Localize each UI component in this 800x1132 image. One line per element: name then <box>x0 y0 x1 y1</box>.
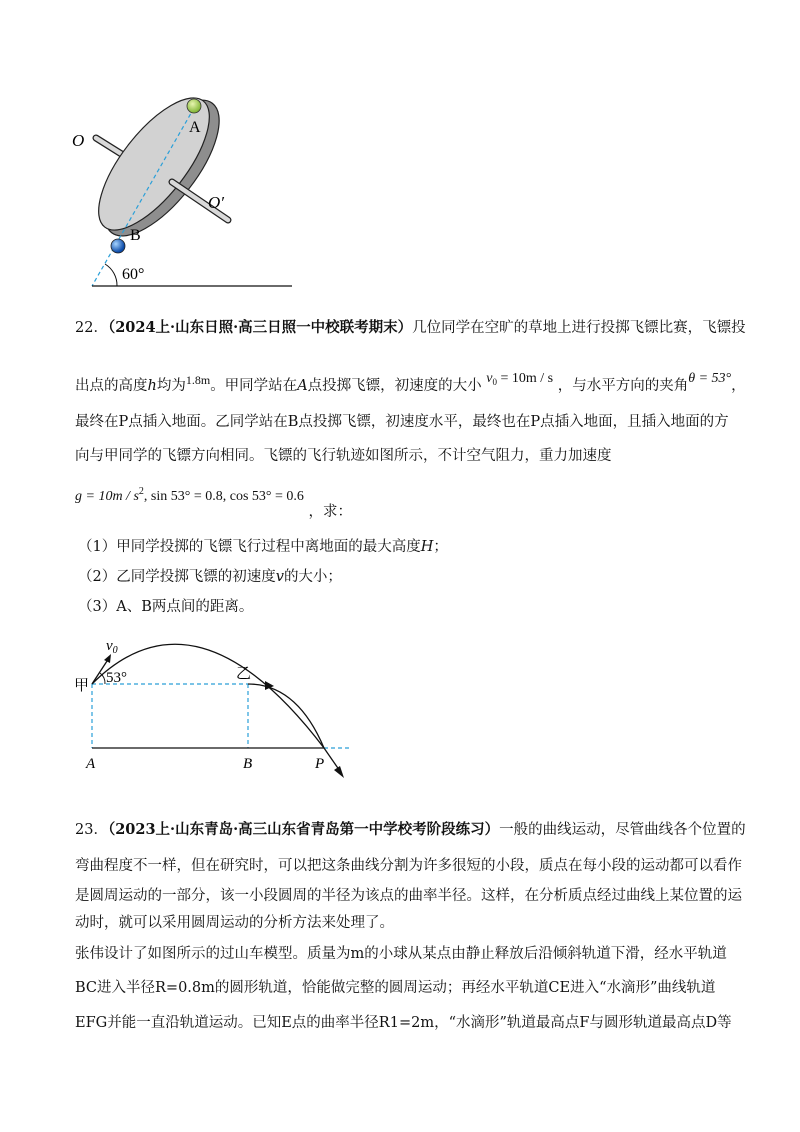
q22-text: ，求： <box>308 504 353 520</box>
label-b: B <box>130 227 141 244</box>
var-v: v <box>486 371 493 386</box>
jia-trajectory <box>92 644 324 748</box>
q23-line-5: 张伟设计了如图所示的过山车模型。质量为m的小球从某点由静止释放后沿倾斜轨道下滑，经水平轨道 <box>75 946 727 962</box>
q22-line-5 <box>75 486 353 520</box>
label-v0: $v_0$ <box>106 638 118 656</box>
ball-b <box>111 239 125 253</box>
height-value: 1.8m <box>185 373 211 387</box>
q22-line-1 <box>75 318 746 338</box>
label-b: B <box>243 756 253 772</box>
q22-source: （2024上·山东日照·高三日照一中校联考期末） <box>107 319 413 336</box>
q22-text: 均为 <box>156 378 186 394</box>
label-a: A <box>86 756 96 772</box>
q23-line-7: EFG并能一直沿轨道运动。已知E点的曲率半径R1=2m，“水滴形”轨道最高点F与圆形轨道最高点D等 <box>75 1015 732 1031</box>
q22-text: （1）甲同学投掷的飞镖飞行过程中离地面的最大高度 <box>78 539 421 555</box>
q22-text: 几位同学在空旷的草地上进行投掷飞镖比赛，飞镖投 <box>412 320 746 336</box>
v0-formula <box>486 371 553 386</box>
q23-number: 23． <box>75 822 108 838</box>
q23-line-1 <box>75 820 746 840</box>
v0-value: = 10m / s <box>497 371 554 386</box>
q22-sub-1 <box>78 537 448 557</box>
disc-figure <box>60 90 320 300</box>
label-angle: 53° <box>106 670 127 686</box>
q22-text: （2）乙同学投掷飞镖的初速度 <box>78 569 276 585</box>
var-h: h <box>147 378 157 394</box>
p-arrow-head <box>334 766 344 778</box>
label-a: A <box>189 119 201 136</box>
q22-text: 出点的高度 <box>75 378 148 394</box>
q23-text: 一般的曲线运动，尽管曲线各个位置的 <box>499 822 746 838</box>
label-jia: 甲 <box>74 678 90 694</box>
q22-number: 22． <box>75 320 108 336</box>
yi-trajectory <box>248 684 324 748</box>
var-a: A <box>297 378 308 394</box>
q23-line-2: 弯曲程度不一样，但在研究时，可以把这条曲线分割为许多很短的小段，质点在每小段的运动都可以看作 <box>75 858 742 874</box>
q22-line-3: 最终在P点插入地面。乙同学站在B点投掷飞镖，初速度水平，最终也在P点插入地面，且插入地面的方 <box>75 414 729 430</box>
g-sup: 2 <box>138 486 144 497</box>
q23-line-6: BC进入半径R=0.8m的圆形轨道，恰能做完整的圆周运动；再经水平轨道CE进入“水滴形”曲线轨道 <box>75 980 716 996</box>
q22-text: ，与水平方向的夹角 <box>557 378 689 394</box>
q23-line-4: 动时，就可以采用圆周运动的分析方法来处理了。 <box>75 915 394 931</box>
label-o-prime: O′ <box>208 193 224 212</box>
q22-sub-2 <box>78 567 342 587</box>
q22-text: 的大小； <box>283 569 342 585</box>
q22-line-2 <box>75 370 746 400</box>
angle-arc <box>105 264 117 286</box>
g-formula <box>75 486 304 504</box>
q22-text: 点投掷飞镖，初速度的大小 <box>307 378 482 394</box>
var-H: H <box>420 539 434 555</box>
trig-values: , sin 53° = 0.8, cos 53° = 0.6 <box>143 489 304 504</box>
var-v: v <box>275 569 284 585</box>
q22-text: ， <box>731 378 746 394</box>
theta-formula: θ = 53° <box>688 371 732 386</box>
label-p: P <box>315 756 325 772</box>
q22-sub-3: （3）A、B两点间的距离。 <box>78 599 254 615</box>
label-angle: 60° <box>122 266 145 283</box>
q23-line-3: 是圆周运动的一部分，该一小段圆周的半径为该点的曲率半径。这样，在分析质点经过曲线上某位置的运 <box>75 888 742 904</box>
ball-a <box>187 99 201 113</box>
q22-text: ； <box>433 539 448 555</box>
trajectory-figure <box>72 622 372 782</box>
label-o: O <box>72 131 85 150</box>
g-value: g = 10m / s <box>75 489 139 504</box>
q23-source: （2023上·山东青岛·高三山东省青岛第一中学校考阶段练习） <box>107 821 500 838</box>
q22-text: 。甲同学站在 <box>210 378 298 394</box>
q22-line-4: 向与甲同学的飞镖方向相同。飞镖的飞行轨迹如图所示，不计空气阻力，重力加速度 <box>75 448 612 464</box>
label-yi: 乙 <box>236 666 252 682</box>
var-v-sub: 0 <box>492 377 497 387</box>
